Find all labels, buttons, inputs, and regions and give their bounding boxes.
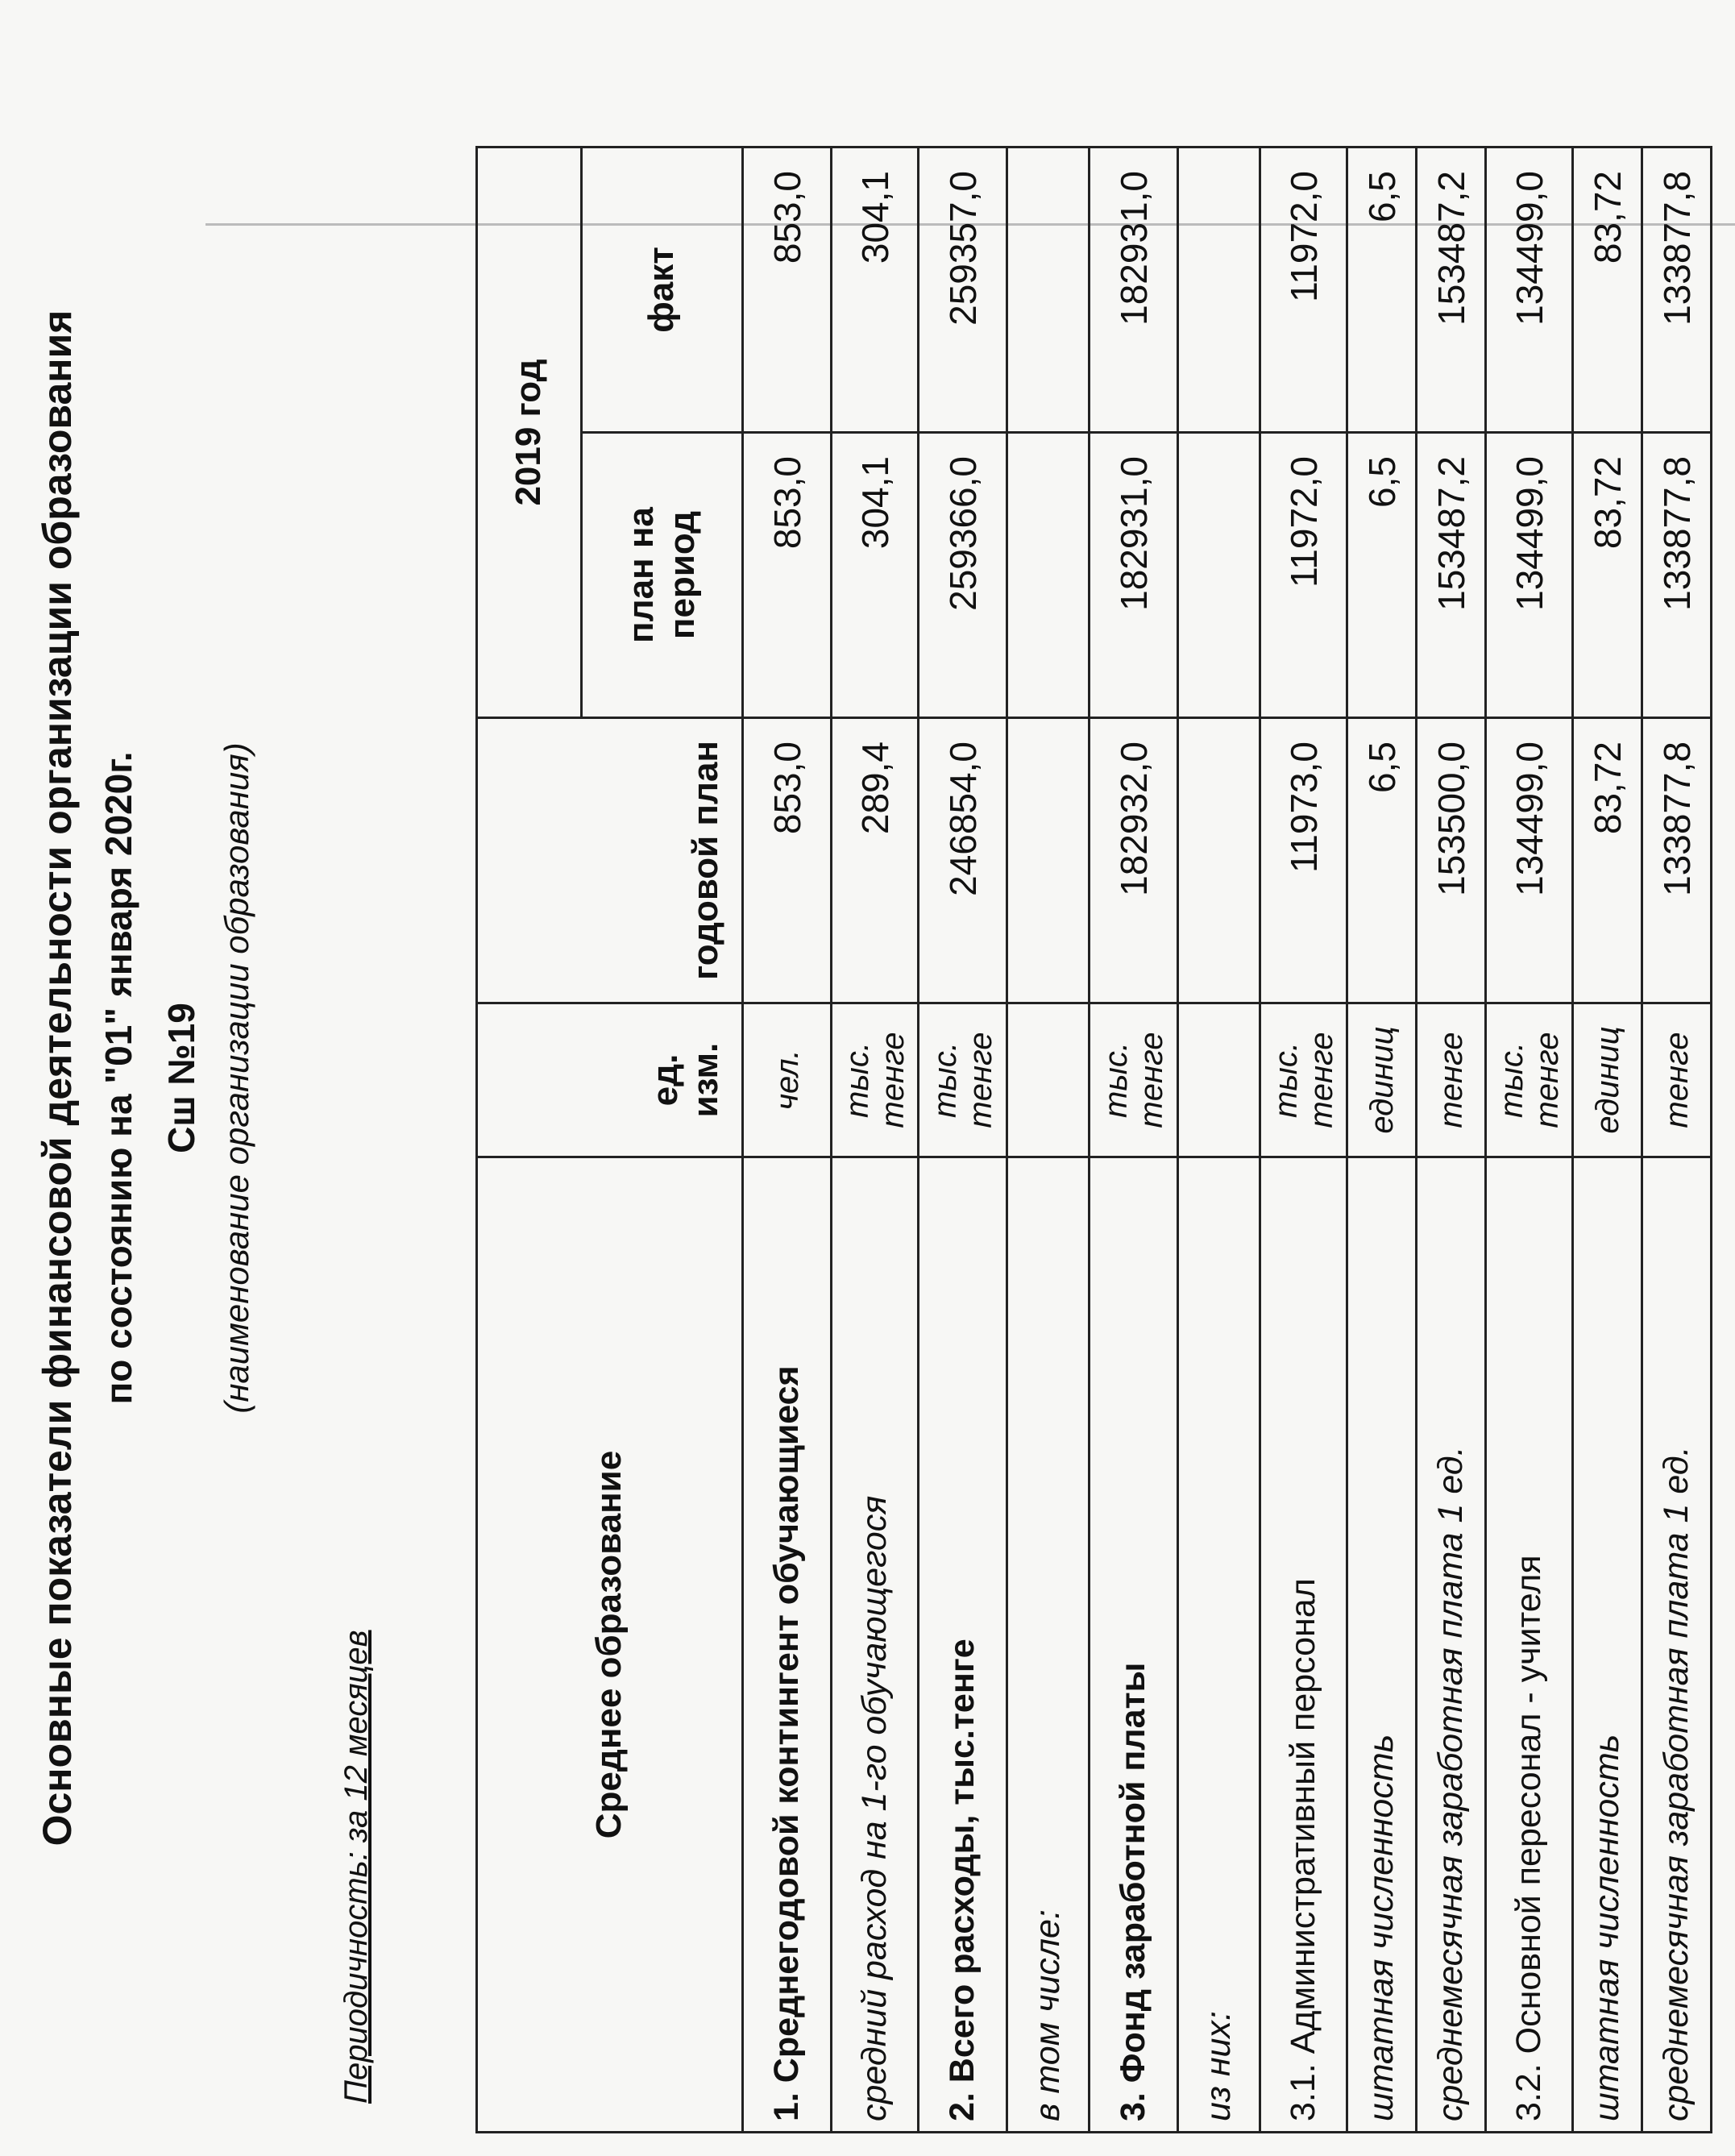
organization-caption: (наименование организации образования) (218, 742, 255, 1414)
row-plan-period: 304,1 (832, 433, 919, 718)
table-row (1573, 147, 1642, 2133)
row-annual-plan: 133877,8 (1642, 718, 1712, 1003)
row-fact: 11972,0 (1260, 147, 1347, 433)
row-name: из них: (1178, 1157, 1260, 2133)
row-annual-plan: 6,5 (1347, 718, 1417, 1003)
row-plan-period: 83,72 (1573, 433, 1642, 718)
row-unit (1178, 1003, 1260, 1157)
row-plan-period: 133877,8 (1642, 433, 1712, 718)
document-title: Основные показатели финансовой деятельности организации образования (35, 309, 80, 1847)
row-unit: тыс. тенге (832, 1003, 919, 1157)
row-name: средний расход на 1-го обучающегося (832, 1157, 919, 2133)
row-name: среднемесячная заработная плата 1 ед. (1642, 1157, 1712, 2133)
row-name: 3.2. Основной пересонал - учителя (1486, 1157, 1573, 2133)
periodicity: Периодичность: за 12 месяцев (338, 1630, 374, 2104)
row-annual-plan (1178, 718, 1260, 1003)
table-row (1347, 147, 1417, 2133)
row-fact: 182931,0 (1090, 147, 1178, 433)
row-fact: 259357,0 (919, 147, 1007, 433)
row-unit (1007, 1003, 1090, 1157)
row-annual-plan: 134499,0 (1486, 718, 1573, 1003)
report-date: по состоянию на "01" января 2020г. (98, 751, 139, 1405)
row-name: 2. Всего расходы, тыс.тенге (919, 1157, 1007, 2133)
row-fact: 83,72 (1573, 147, 1642, 433)
table-row (1090, 147, 1178, 2133)
row-unit: тыс. тенге (1260, 1003, 1347, 1157)
table-row (1417, 147, 1486, 2133)
row-fact (1178, 147, 1260, 433)
row-fact: 134499,0 (1486, 147, 1573, 433)
row-plan-period (1007, 433, 1090, 718)
row-name: штатная численность (1573, 1157, 1642, 2133)
table-row (1260, 147, 1347, 2133)
row-unit: тыс. тенге (919, 1003, 1007, 1157)
row-name: 3.1. Административный персонал (1260, 1157, 1347, 2133)
row-plan-period: 259366,0 (919, 433, 1007, 718)
table-row (1642, 147, 1712, 2133)
column-header-name: Среднее образование (477, 1157, 743, 2133)
row-annual-plan: 83,72 (1573, 718, 1642, 1003)
column-header-unit: ед. изм. (477, 1003, 743, 1157)
row-name: среднемесячная заработная плата 1 ед. (1417, 1157, 1486, 2133)
column-header-plan-period: план на период (582, 433, 743, 718)
column-header-fact: факт (582, 147, 743, 433)
column-header-year: 2019 год (477, 147, 582, 718)
indicators-table (475, 146, 1712, 2133)
row-fact: 304,1 (832, 147, 919, 433)
row-fact (1007, 147, 1090, 433)
row-plan-period: 853,0 (743, 433, 832, 718)
table-row (1486, 147, 1573, 2133)
row-name: 1. Среднегодовой контингент обучающиеся (743, 1157, 832, 2133)
table-header-row (477, 147, 582, 2133)
row-fact: 853,0 (743, 147, 832, 433)
row-unit: тыс. тенге (1090, 1003, 1178, 1157)
organization-name: Сш №19 (160, 1003, 202, 1153)
row-annual-plan: 11973,0 (1260, 718, 1347, 1003)
row-annual-plan: 853,0 (743, 718, 832, 1003)
row-annual-plan (1007, 718, 1090, 1003)
row-name: штатная численность (1347, 1157, 1417, 2133)
row-plan-period: 153487,2 (1417, 433, 1486, 718)
row-unit: тыс. тенге (1486, 1003, 1573, 1157)
row-plan-period: 11972,0 (1260, 433, 1347, 718)
row-annual-plan: 153500,0 (1417, 718, 1486, 1003)
table-row (832, 147, 919, 2133)
table-row (743, 147, 832, 2133)
row-annual-plan: 246854,0 (919, 718, 1007, 1003)
column-header-annual-plan: годовой план (477, 718, 743, 1003)
row-unit: чел. (743, 1003, 832, 1157)
row-plan-period (1178, 433, 1260, 718)
row-name: в том числе: (1007, 1157, 1090, 2133)
row-unit: тенге (1417, 1003, 1486, 1157)
row-plan-period: 134499,0 (1486, 433, 1573, 718)
row-name: 3. Фонд заработной платы (1090, 1157, 1178, 2133)
row-annual-plan: 289,4 (832, 718, 919, 1003)
row-plan-period: 6,5 (1347, 433, 1417, 718)
row-fact: 133877,8 (1642, 147, 1712, 433)
row-annual-plan: 182932,0 (1090, 718, 1178, 1003)
row-fact: 153487,2 (1417, 147, 1486, 433)
row-fact: 6,5 (1347, 147, 1417, 433)
row-unit: тенге (1642, 1003, 1712, 1157)
row-plan-period: 182931,0 (1090, 433, 1178, 718)
table-row (1007, 147, 1090, 2133)
table-row (1178, 147, 1260, 2133)
row-unit: единиц (1573, 1003, 1642, 1157)
table-row (919, 147, 1007, 2133)
row-unit: единиц (1347, 1003, 1417, 1157)
